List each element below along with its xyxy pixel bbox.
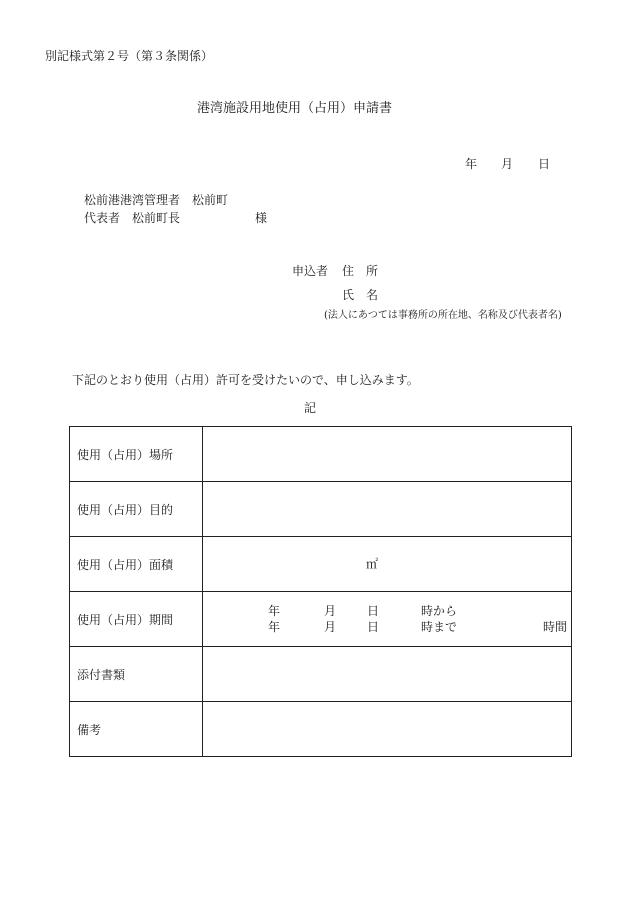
purpose-field[interactable] [203,482,572,537]
applicant-note: (法人にあつては事務所の所在地、名称及び代表者名) [324,310,562,321]
place-label: 使用（占用）場所 [70,427,203,482]
place-field[interactable] [203,427,572,482]
intro-text: 下記のとおり使用（占用）許可を受けたいので、申し込みます。 [72,373,419,387]
addressee-line1: 松前港港湾管理者 松前町 [84,193,229,207]
period-from-day: 日 [367,604,380,618]
period-to-month: 月 [324,620,337,634]
period-to-suffix: 時まで [421,620,458,634]
period-to-year: 年 [268,620,281,634]
table-row [70,592,572,647]
table-row [70,647,572,702]
date-day-label: 日 [538,157,551,171]
attachments-field[interactable] [203,647,572,702]
addressee-honorific: 様 [255,211,268,225]
purpose-label: 使用（占用）目的 [70,482,203,537]
period-from-month: 月 [324,604,337,618]
table-row [70,702,572,757]
period-label: 使用（占用）期間 [70,592,203,647]
applicant-address-label: 住 所 [342,264,379,278]
area-field[interactable] [203,537,572,592]
applicant-name-label: 氏 名 [342,288,379,302]
document-title: 港湾施設用地使用（占用）申請書 [197,101,393,116]
date-year-label: 年 [465,157,478,171]
area-label: 使用（占用）面積 [70,537,203,592]
application-table [69,426,572,757]
period-field[interactable] [203,592,572,647]
table-row [70,427,572,482]
form-number: 別記様式第２号（第３条関係） [45,49,214,63]
period-total-hours: 時間 [543,620,568,634]
attachments-label: 添付書類 [70,647,203,702]
period-from-year: 年 [268,604,281,618]
remarks-field[interactable] [203,702,572,757]
applicant-label: 申込者 [292,264,329,278]
ki-heading: 記 [304,401,317,415]
date-month-label: 月 [501,157,514,171]
table-row [70,482,572,537]
remarks-label: 備考 [70,702,203,757]
period-to-day: 日 [367,620,380,634]
addressee-line2: 代表者 松前町長 [84,211,181,225]
table-row [70,537,572,592]
period-from-suffix: 時から [421,604,458,618]
area-unit: ㎡ [366,557,379,571]
